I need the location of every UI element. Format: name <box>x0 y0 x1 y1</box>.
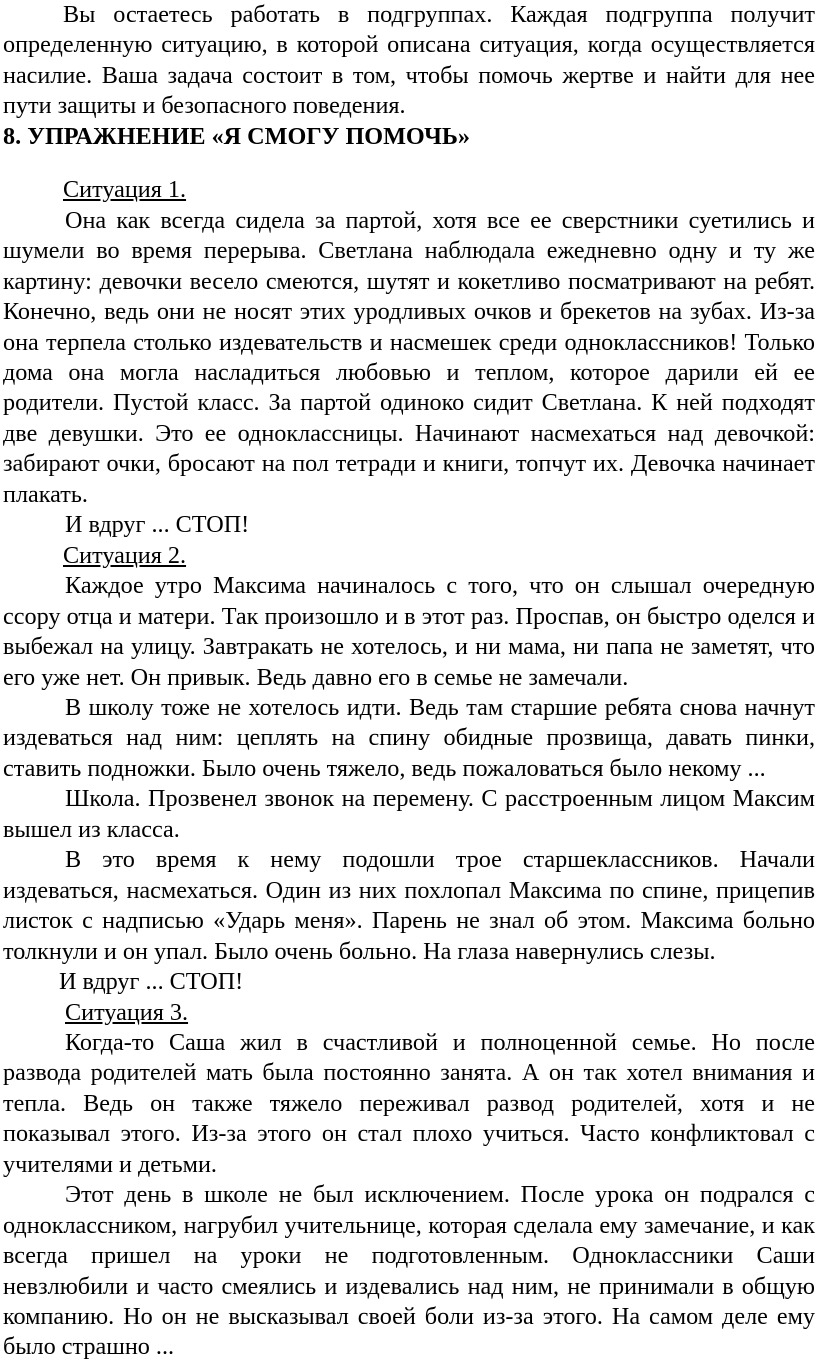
situation-3-paragraph: Когда-то Саша жил в счастливой и полноценной семье. Но после развода родителей мать была постоянно занята. А он так хотел внимания и тепла. Ведь он также тяжело переживал развод родителей, хотя и не показывал этого. Из-за этого он стал плохо учиться. Часто конфликтовал с учителями и детьми. <box>3 1028 815 1178</box>
situation-1-title-text: Ситуация 1. <box>63 176 187 204</box>
situation-3-title-text: Ситуация 3. <box>65 998 189 1026</box>
situation-3-paragraph: Этот день в школе не был исключением. После урока он подрался с одноклассником, нагрубил учительнице, которая сделала ему замечание, и как всегда пришел на уроки не подготовленным. Одноклассники Саши невзлюбили и часто смеялись и издевались над ним, не принимали в общую компанию. Но он не высказывал своей боли из-за этого. На самом деле ему было страшно ... <box>3 1181 815 1361</box>
situation-2-paragraph: В школу тоже не хотелось идти. Ведь там старшие ребята снова начнут издеваться над ним: цеплять на спину обидные прозвища, давать пинки, ставить подножки. Было очень тяжело, ведь пожаловаться было некому ... <box>3 693 815 782</box>
situation-2-paragraph: В это время к нему подошли трое старшеклассников. Начали издеваться, насмехаться. Один из них похлопал Максима по спине, прицепив листок с надписью «Ударь меня». Парень не знал об этом. Максима больно толкнули и он упал. Было очень больно. На глаза навернулись слезы. <box>3 846 815 965</box>
situation-2-title-text: Ситуация 2. <box>63 541 187 569</box>
intro-paragraph: Вы остаетесь работать в подгруппах. Каждая подгруппа получит определенную ситуацию, в которой описана ситуация, когда осуществляется насилие. Ваша задача состоит в том, чтобы помочь жертве и найти для нее пути защиты и безопасного поведения. <box>3 1 815 120</box>
situation-1-title <box>63 175 815 205</box>
situation-2-paragraph: Школа. Прозвенел звонок на перемену. С расстроенным лицом Максим вышел из класса. <box>3 785 815 843</box>
situation-2-paragraph: Каждое утро Максима начиналось с того, что он слышал очередную ссору отца и матери. Так произошло и в этот раз. Проспав, он быстро оделся и выбежал на улицу. Завтракать не хотелось, и ни мама, ни папа не заметят, что его уже нет. Он привык. Ведь давно его в семье не замечали. <box>3 572 815 691</box>
situation-2-stop: И вдруг ... СТОП! <box>59 968 244 996</box>
exercise-heading: 8. УПРАЖНЕНИЕ «Я СМОГУ ПОМОЧЬ» <box>3 122 470 150</box>
situation-1-stop: И вдруг ... СТОП! <box>65 511 250 539</box>
situation-1-paragraph: Она как всегда сидела за партой, хотя все ее сверстники суетились и шумели во время перерыва. Светлана наблюдала ежедневно одну и ту же картину: девочки весело смеются, шутят и кокетливо посматривают на ребят. Конечно, ведь они не носят этих уродливых очков и брекетов на зубах. Из-за она терпела столько издевательств и насмешек среди одноклассников! Только дома она могла насладиться любовью и теплом, которое дарили ей ее родители. Пустой класс. За партой одиноко сидит Светлана. К ней подходят две девушки. Это ее одноклассницы. Начинают насмехаться над девочкой: забирают очки, бросают на пол тетради и книги, топчут их. Девочка начинает плакать. <box>3 206 815 508</box>
situation-2-title <box>63 541 815 571</box>
situation-3-title <box>65 998 815 1028</box>
